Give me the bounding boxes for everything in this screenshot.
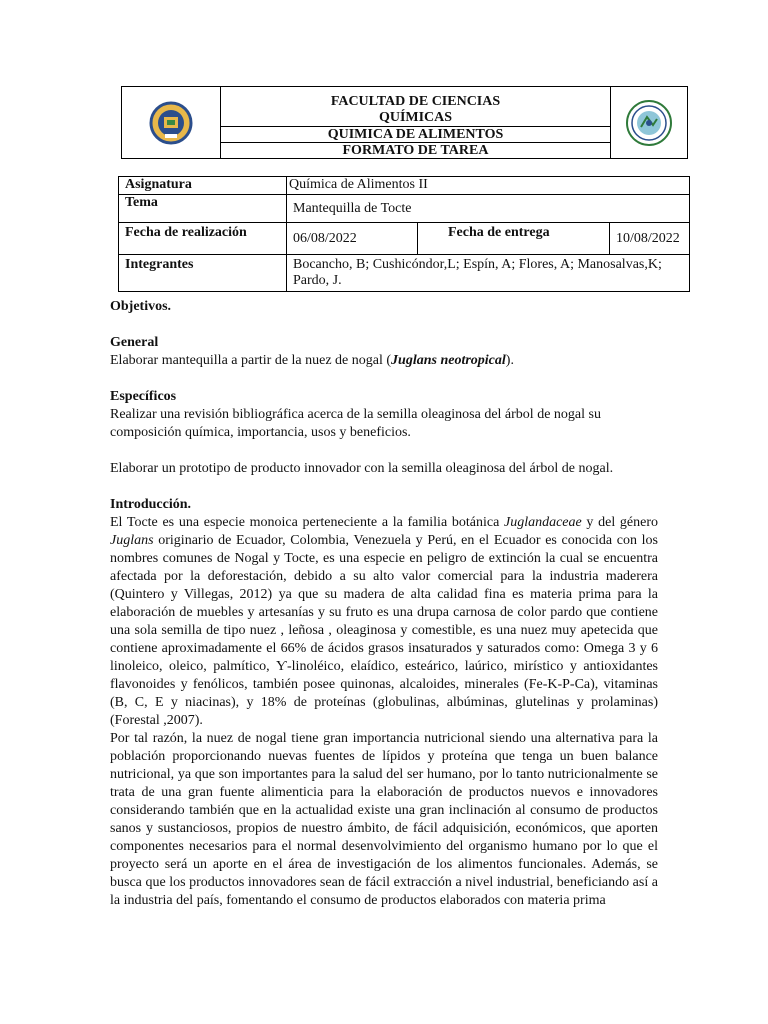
header-format: FORMATO DE TAREA [342,143,489,158]
document-header [121,86,688,159]
especificos-heading: Específicos [110,389,177,404]
row-tema [119,195,690,223]
fecha-realizacion-label: Fecha de realización [119,223,287,255]
fecha-entrega-label: Fecha de entrega [418,223,610,255]
logo-cell-right [610,87,687,158]
fecha-entrega-value: 10/08/2022 [610,223,690,255]
integrantes-label: Integrantes [119,255,287,292]
family-name: Juglandaceae [503,515,582,530]
especifico-2: Elaborar un prototipo de producto innovador con la semilla oleaginosa del árbol de nogal. [110,461,614,476]
assignment-info-table [118,176,690,292]
university-seal-icon [149,101,193,145]
header-faculty [221,87,610,127]
tema-label: Tema [119,195,287,223]
document-body [110,298,658,910]
asignatura-label: Asignatura [119,177,287,195]
introduccion-heading: Introducción. [110,497,192,512]
integrantes-value: Bocancho, B; Cushicóndor,L; Espín, A; Flores, A; Manosalvas,K; Pardo, J. [287,255,690,292]
especifico-1: Realizar una revisión bibliográfica acerca de la semilla oleaginosa del árbol de nogal su composición química, importancia, usos y beneficios. [110,407,601,440]
general-text [110,352,658,370]
faculty-line1: FACULTAD DE CIENCIAS [330,94,501,109]
species-name: Juglans neotropical [391,353,506,368]
row-integrantes [119,255,690,292]
logo-cell-left [122,87,221,158]
objetivos-heading: Objetivos. [110,299,172,314]
asignatura-value: Química de Alimentos II [287,177,690,195]
second-paragraph: Por tal razón, la nuez de nogal tiene gran importancia nutricional siendo una alternativa para la población proporcionando nuevas fuentes de lípidos y proteína que tenga un buen balance nutricional, ya que son importantes para la salud del ser humano, por lo tanto nutricionalmente se trata de una gran fuente alimenticia para la elaboración de productos nuevos e innovadores considerando también que en la actualidad existe una gran inclinación al consumo de productos sanos y sustanciosos, propios de nuestro ámbito, de fácil adquisición, económicos, que aporten componentes necesarios para el normal desenvolvimiento del organismo humano por lo que el proyecto será un aporte en el área de investigación de los alimentos funcionales. Además, se busca que los productos innovadores sean de fácil extracción a nivel industrial, beneficiando así a la industria del país, fomentando el consumo de productos elaborados con materia prima [110,731,658,908]
general-heading: General [110,335,159,350]
intro-e: originario de Ecuador, Colombia, Venezuela y Perú, en el Ecuador es conocida con los nombres comunes de Nogal y Tocte, es una especie en peligro de extinción la cual se encuentra afectada por la deforestación, debido a su alto valor comercial para la industria maderera (Quintero y Villegas, 2012) ya que su madera de alta calidad fina es materia prima para la elaboración de muebles y artesanías y su fruto es una drupa carnosa de color pardo que contiene una sola semilla de tipo nuez , leñosa , oleaginosa y comestible, es una nuez muy apetecida que contiene aproximadamente el 66% de ácidos grasos insaturados y saturados como: Omega 3 y 6 linoleico, oleico, palmítico, Ƴ-linoléico, elaídico, esteárico, laúrico, mirístico y antioxidantes flavonoides y fenólicos, también posee quinonas, alcaloides, minerales (Fe-K-P-Ca), vitaminas (B, C, E y niacinas), y 18% de proteínas (globulinas, albúminas, glutelinas y prolaminas) (Forestal ,2007). [110,533,658,728]
header-title-block [221,87,610,158]
fecha-realizacion-value: 06/08/2022 [287,223,418,255]
faculty-seal-icon [625,99,673,147]
genus-name: Juglans [110,533,154,548]
tema-value: Mantequilla de Tocte [287,195,690,223]
general-text-c: ). [505,353,514,368]
intro-c: y del género [581,515,659,530]
row-fechas [119,223,690,255]
intro-a: El Tocte es una especie monoica perteneciente a la familia botánica [110,515,504,530]
header-course: QUIMICA DE ALIMENTOS [221,127,610,143]
row-asignatura [119,177,690,195]
intro-paragraph [110,514,658,730]
faculty-line2: QUÍMICAS [378,110,453,125]
general-text-a: Elaborar mantequilla a partir de la nuez de nogal ( [110,353,392,368]
